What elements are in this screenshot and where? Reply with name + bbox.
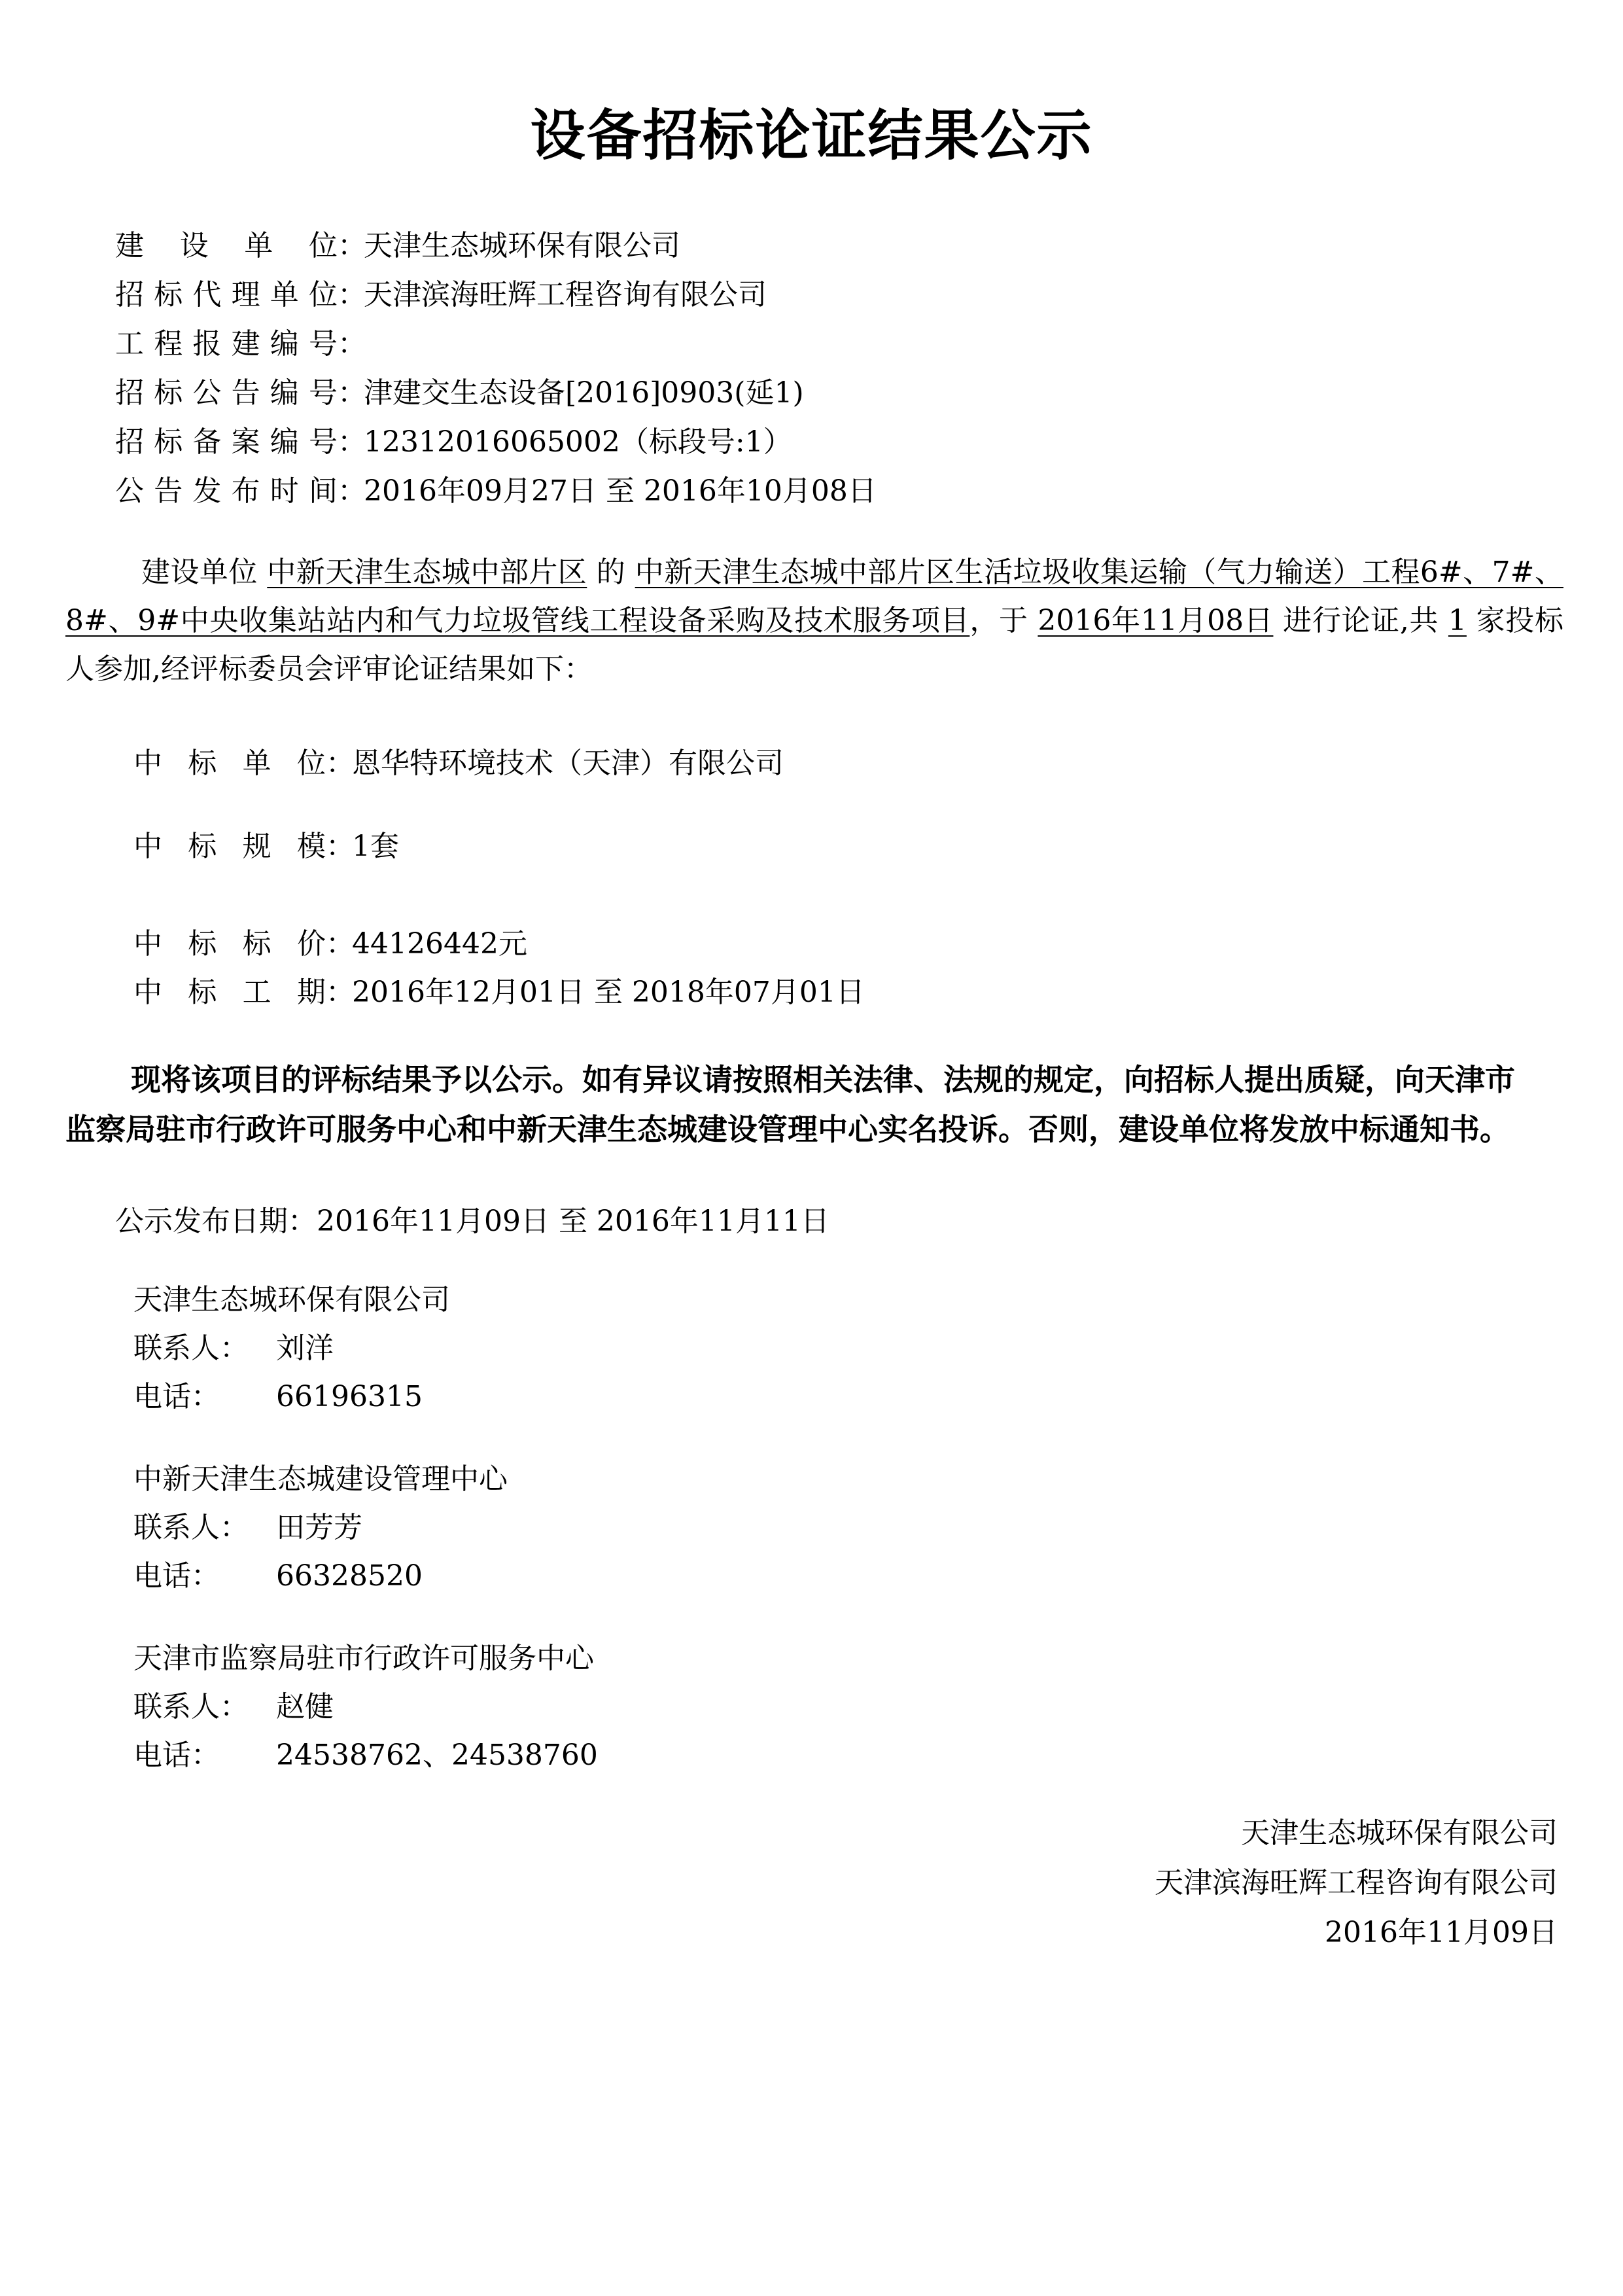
- award-scale: 中标规模：1套: [133, 830, 399, 863]
- project-name: 中新天津生态城中部片区生活垃圾收集运输（气力输送）工程6#、7#、8#、9#中央收集站站内和气力垃圾管线工程设备采购及技术服务项目: [65, 556, 1563, 637]
- info-label: 公告发布时间: [115, 474, 338, 508]
- info-row-announcement-no: 招标公告编号：津建交生态设备[2016]0903(延1): [115, 368, 877, 417]
- contact-person-row: 联系人： 田芳芳: [133, 1511, 362, 1544]
- project-info: [115, 221, 877, 516]
- signature-block: [1155, 1809, 1558, 1958]
- notice-paragraph: 现将该项目的评标结果予以公示。如有异议请按照相关法律、法规的规定，向招标人提出质疑，向天津市监察局驻市行政许可服务中心和中新天津生态城建设管理中心实名投诉。否则，建设单位将发放中标通知书。: [65, 1062, 1515, 1147]
- contact-person: 刘洋: [276, 1332, 334, 1365]
- contact-person-row: 联系人： 赵健: [133, 1690, 334, 1723]
- contact-phone: 66196315: [276, 1380, 423, 1413]
- contact-phone-row: 电话： 24538762、24538760: [133, 1739, 598, 1772]
- contact-phone: 66328520: [276, 1559, 423, 1593]
- contact-org: 中新天津生态城建设管理中心: [133, 1462, 508, 1496]
- contact-phone: 24538762、24538760: [276, 1739, 598, 1772]
- info-row-filing-no: 招标备案编号：12312016065002（标段号:1）: [115, 417, 877, 467]
- signature-org: 天津生态城环保有限公司: [1241, 1816, 1558, 1850]
- publish-date: 公示发布日期：2016年11月09日 至 2016年11月11日: [115, 1205, 829, 1238]
- construction-unit: 中新天津生态城中部片区: [267, 556, 587, 589]
- award-value: 2016年12月01日 至 2018年07月01日: [352, 976, 865, 1009]
- award-value: 1套: [352, 830, 399, 863]
- contact-org: 天津市监察局驻市行政许可服务中心: [133, 1642, 594, 1675]
- info-row-agent: 招标代理单位：天津滨海旺辉工程咨询有限公司: [115, 270, 877, 319]
- bidder-count: 1: [1448, 604, 1467, 637]
- info-label: 建设单位: [115, 229, 338, 262]
- contact-block: [133, 1276, 450, 1421]
- award-winner: 中标单位：恩华特环境技术（天津）有限公司: [133, 747, 784, 780]
- info-row-announcement-period: 公告发布时间：2016年09月27日 至 2016年10月08日: [115, 467, 877, 516]
- contact-block: [133, 1455, 508, 1600]
- contact-block: [133, 1634, 598, 1780]
- info-value: 天津滨海旺辉工程咨询有限公司: [364, 278, 767, 311]
- info-label: 招标备案编号: [115, 425, 338, 459]
- info-label: 招标代理单位: [115, 278, 338, 311]
- info-row-registration-no: 工程报建编号：: [115, 319, 877, 368]
- award-period: 中标工期：2016年12月01日 至 2018年07月01日: [133, 976, 865, 1009]
- contact-person: 赵健: [276, 1690, 334, 1723]
- contact-person: 田芳芳: [276, 1511, 362, 1544]
- signature-org: 天津滨海旺辉工程咨询有限公司: [1155, 1866, 1558, 1899]
- contact-person-row: 联系人： 刘洋: [133, 1332, 334, 1365]
- contact-phone-row: 电话： 66328520: [133, 1559, 423, 1593]
- info-value: 天津生态城环保有限公司: [364, 229, 680, 262]
- signature-date: 2016年11月09日: [1325, 1916, 1558, 1949]
- info-row-owner: 建设单位：天津生态城环保有限公司: [115, 221, 877, 270]
- contact-org: 天津生态城环保有限公司: [133, 1283, 450, 1316]
- info-value: 2016年09月27日 至 2016年10月08日: [364, 474, 877, 508]
- contact-phone-row: 电话： 66196315: [133, 1380, 423, 1413]
- info-value: 12312016065002（标段号:1）: [364, 425, 792, 459]
- intro-paragraph: 建设单位 中新天津生态城中部片区 的 中新天津生态城中部片区生活垃圾收集运输（气力输送）工程6#、7#、8#、9#中央收集站站内和气力垃圾管线工程设备采购及技术服务项目，于 2016年11月08日 进行论证,共 1 家投标人参加,经评标委员会评审论证结果如下：: [65, 556, 1563, 686]
- info-label: 招标公告编号: [115, 376, 338, 410]
- award-price: 中标标价：44126442元: [133, 927, 527, 961]
- info-label: 工程报建编号: [115, 327, 338, 361]
- award-value: 恩华特环境技术（天津）有限公司: [352, 747, 784, 780]
- page-title: 设备招标论证结果公示: [530, 103, 1093, 168]
- award-value: 44126442元: [352, 927, 527, 961]
- info-value: 津建交生态设备[2016]0903(延1): [364, 376, 804, 410]
- evaluation-date: 2016年11月08日: [1038, 604, 1274, 637]
